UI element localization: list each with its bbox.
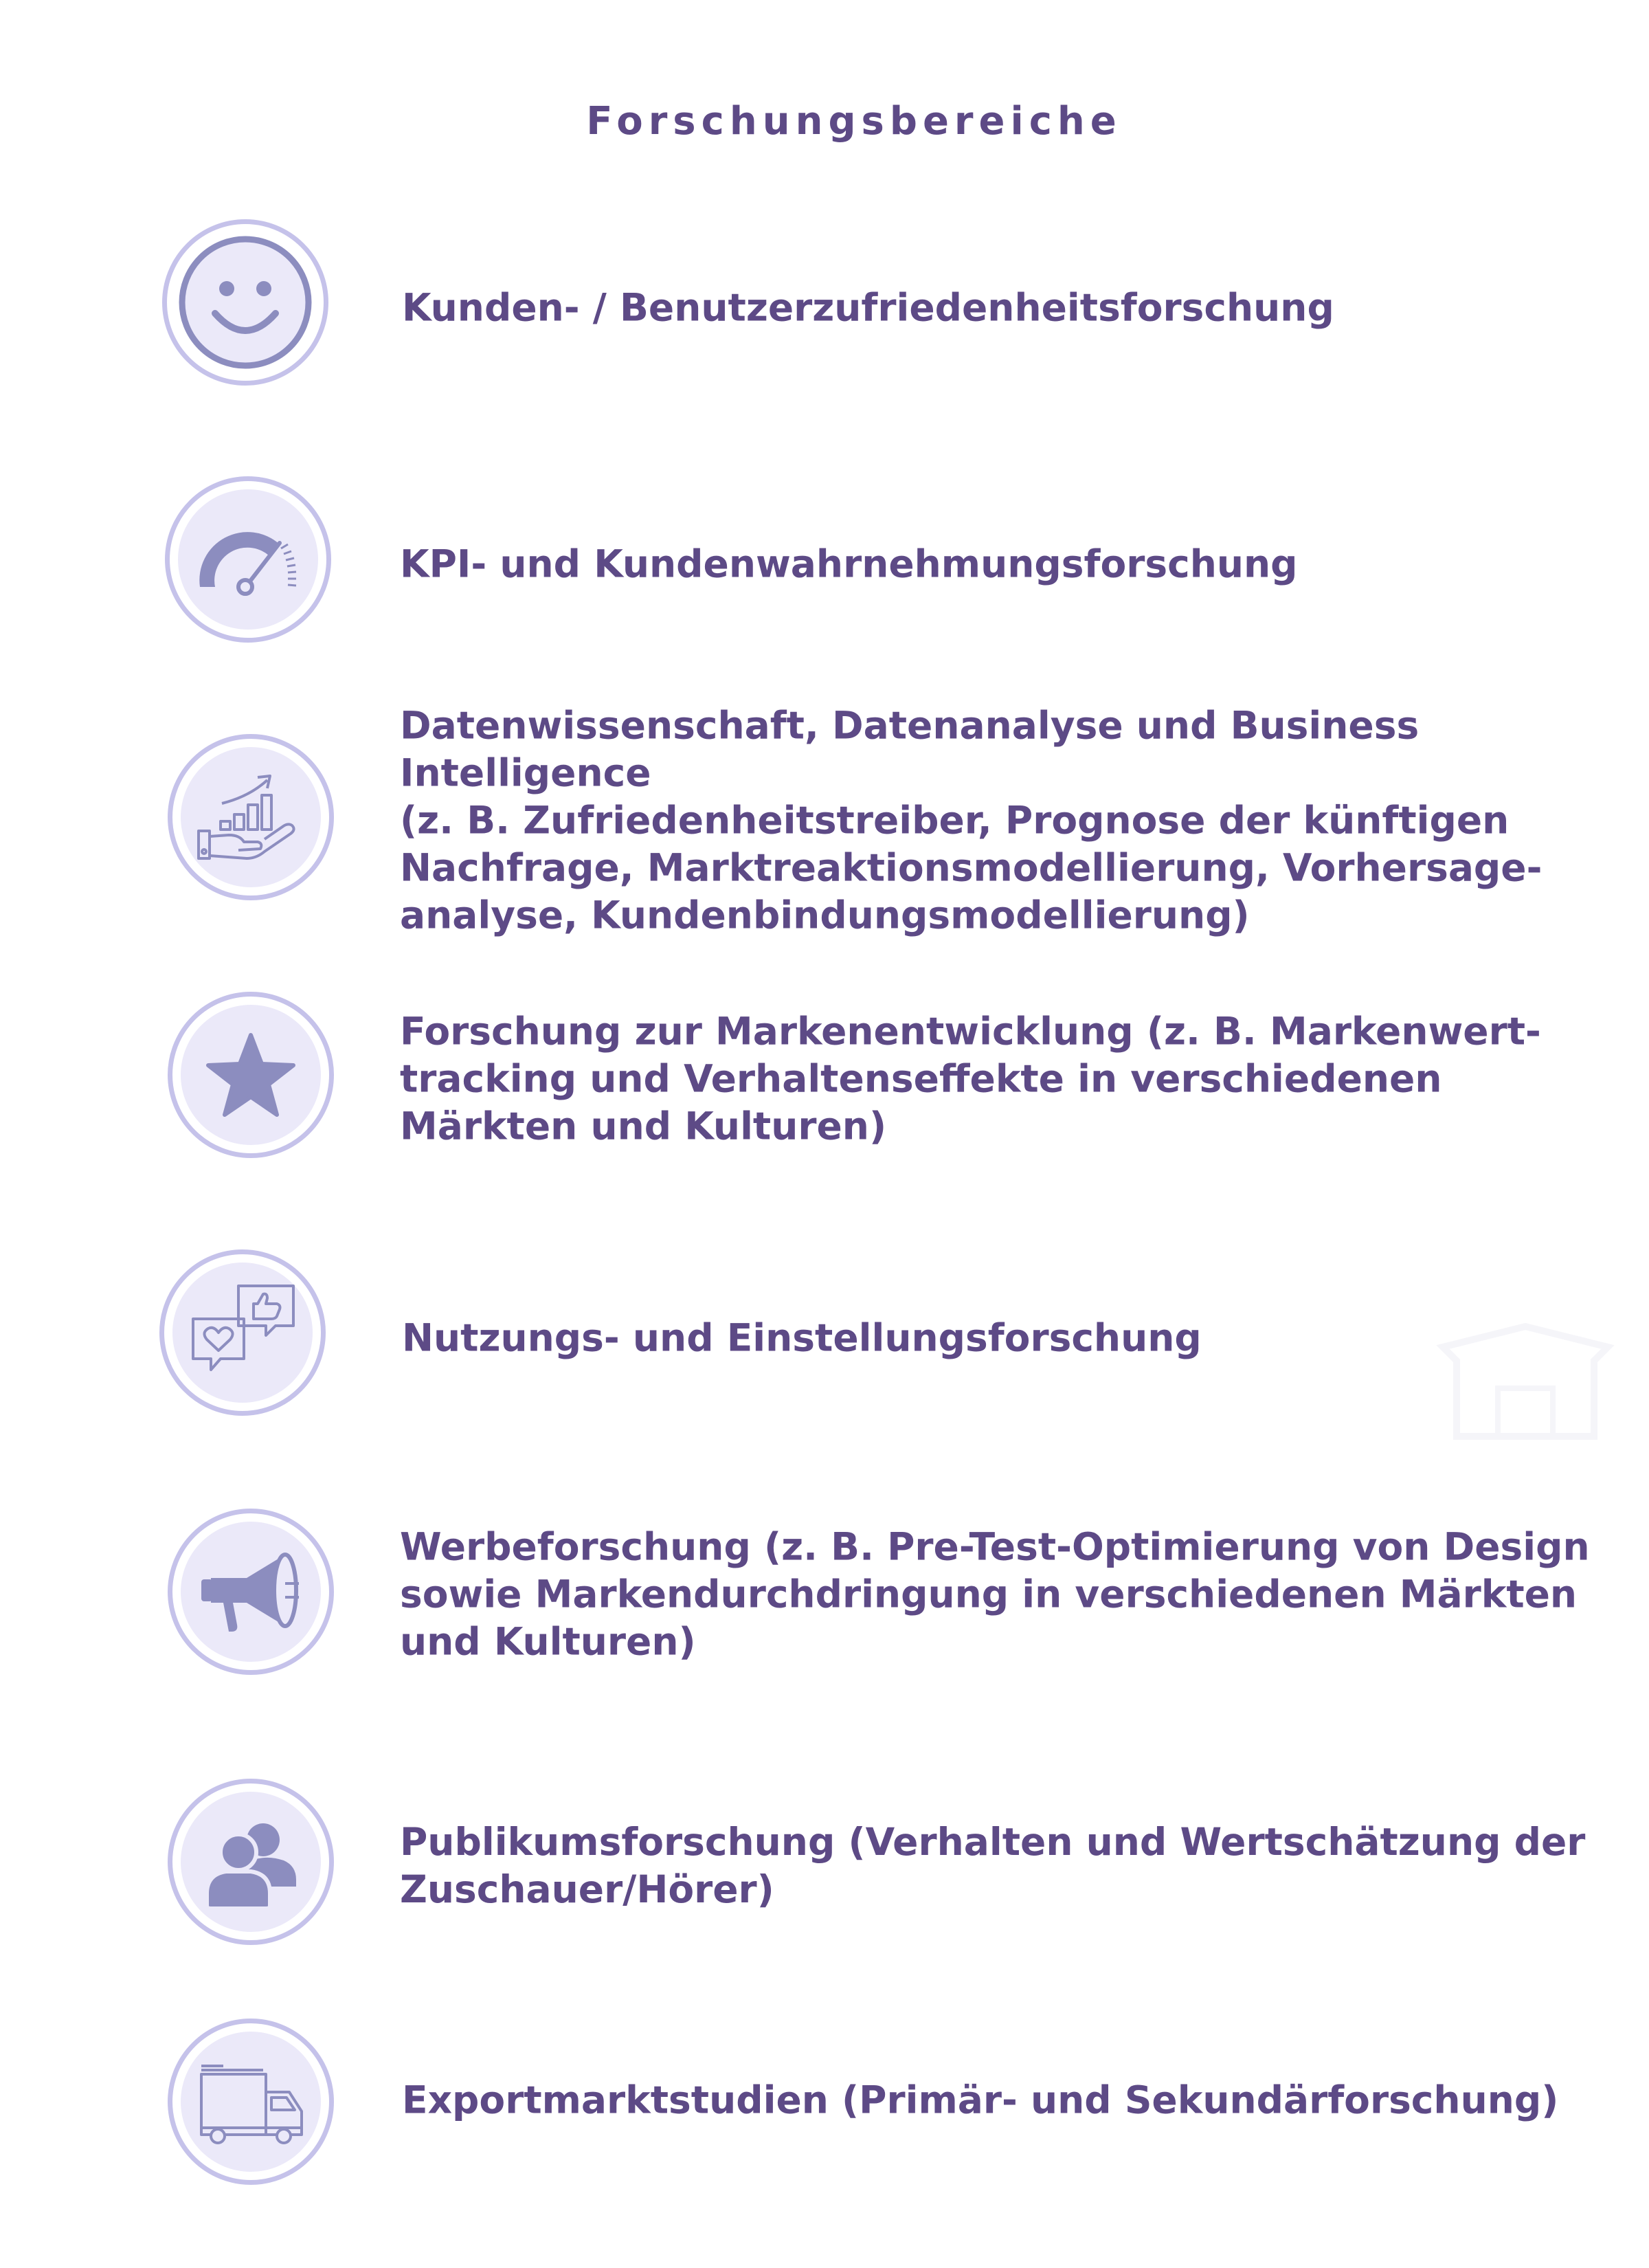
item-label: Publikumsforschung (Verhalten und Wertschätzung der Zuschauer/Hörer): [400, 1820, 1586, 1911]
users-icon: [181, 1792, 321, 1932]
icon-circle: [168, 1779, 334, 1945]
icon-circle: [162, 219, 328, 386]
delivery-truck-icon: [181, 2032, 321, 2172]
list-item: [0, 1242, 1649, 1434]
item-label: Forschung zur Markenentwicklung (z. B. Markenwert- tracking und Verhaltenseffekte in verschiedenen Märkten und Kulturen): [400, 1009, 1541, 1148]
icon-circle: [168, 1509, 334, 1675]
growth-chart-hand-icon: [181, 747, 321, 887]
icon-circle: [168, 734, 334, 900]
item-label: KPI- und Kundenwahrnehmungsforschung: [400, 542, 1298, 586]
item-label: Werbeforschung (z. B. Pre-Test-Optimierung von Design sowie Markendurchdringung in verschiedenen Märkten und Kulturen): [400, 1524, 1590, 1664]
watermark-icon: [1429, 1320, 1622, 1457]
list-item: [0, 2011, 1649, 2203]
feedback-bubbles-icon: [172, 1263, 313, 1403]
list-item: [0, 1770, 1649, 1963]
icon-circle: [168, 2019, 334, 2185]
icon-circle: [168, 992, 334, 1158]
smiley-face-icon: [175, 232, 315, 373]
list-item: [0, 469, 1649, 662]
icon-circle: [165, 476, 331, 643]
item-label: Nutzungs- und Einstellungsforschung: [402, 1315, 1202, 1360]
megaphone-icon: [181, 1522, 321, 1662]
speedometer-icon: [178, 489, 318, 630]
list-item: [0, 212, 1649, 404]
item-label: Datenwissenschaft, Datenanalyse und Business Intelligence (z. B. Zufriedenheitstreiber, Prognose der künftigen Nachfrage, Marktreaktionsmodellierung, Vorhersage- analyse, Kundenbindungsmodellierung): [400, 703, 1543, 937]
list-item: [0, 984, 1649, 1177]
list-item: [0, 1500, 1649, 1693]
icon-circle: [159, 1249, 326, 1416]
item-label: Exportmarktstudien (Primär- und Sekundärforschung): [402, 2078, 1559, 2122]
item-label: Kunden- / Benutzerzufriedenheitsforschung: [402, 285, 1334, 330]
list-item: [0, 703, 1649, 937]
star-icon: [181, 1005, 321, 1145]
page-title: Forschungsbereiche: [586, 99, 1122, 144]
